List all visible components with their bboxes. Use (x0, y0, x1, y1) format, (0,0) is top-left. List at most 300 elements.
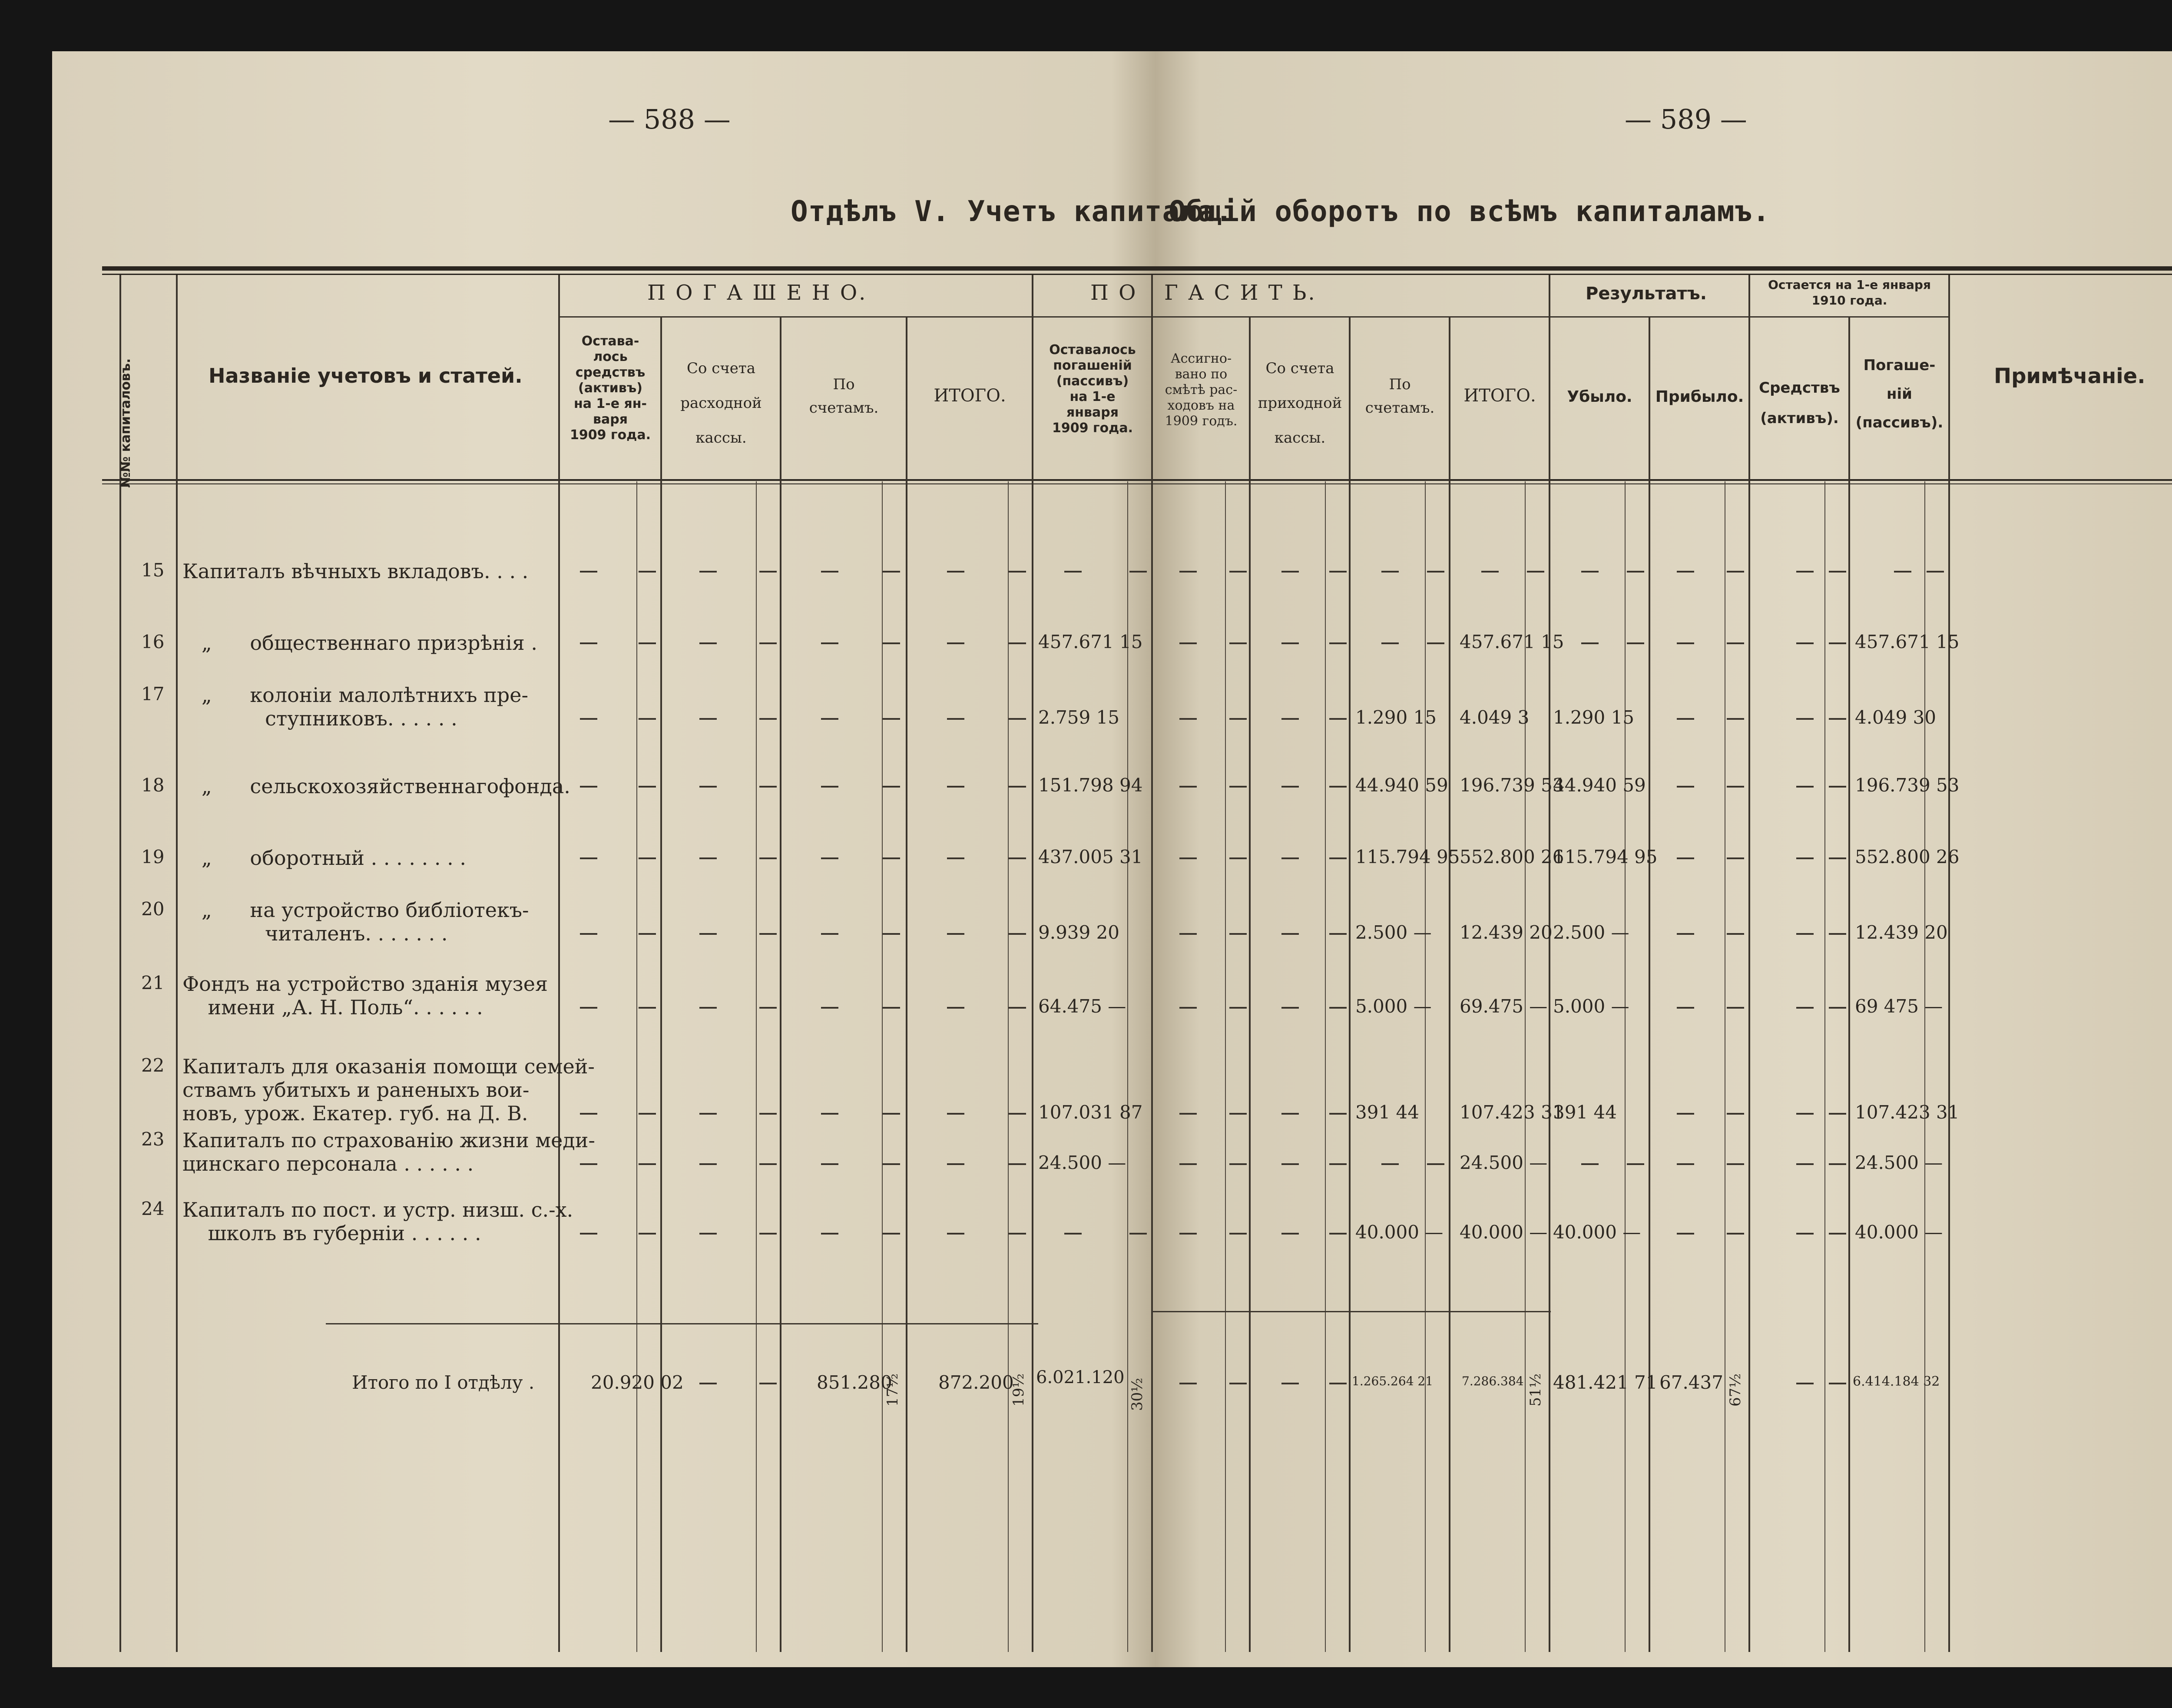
row-pogash: 4.049 30 (1855, 707, 1937, 728)
row-itogo2: 69.475 — (1460, 996, 1548, 1017)
dash (1179, 786, 1197, 788)
row-number: 21 (141, 972, 165, 993)
row-name: „ общественнаго призрѣнія . (182, 631, 537, 655)
row-ost-pog: 107.031 87 (1038, 1102, 1143, 1123)
dash (580, 1233, 597, 1235)
dash (759, 933, 777, 935)
dash (1677, 1007, 1694, 1009)
dash (699, 1007, 717, 1009)
dash (1796, 1233, 1814, 1235)
dash (759, 857, 777, 859)
dash (1581, 642, 1599, 644)
header-rule-thin (102, 483, 2172, 484)
dash (1677, 571, 1694, 573)
dash (821, 718, 838, 720)
dash (1064, 1233, 1082, 1235)
dash (1179, 1163, 1197, 1165)
dash (759, 1233, 777, 1235)
dash (580, 718, 597, 720)
col-line (1449, 316, 1450, 1652)
dash (1329, 642, 1347, 644)
dash (639, 718, 656, 720)
header-sredstv: Средствъ (активъ). (1759, 379, 1840, 427)
dash (1829, 571, 1846, 573)
row-pogash: 107.423 31 (1855, 1102, 1960, 1123)
col-line (1948, 275, 1950, 1652)
dash (1829, 786, 1846, 788)
dash (639, 1233, 656, 1235)
total-rule-right (1151, 1311, 1551, 1312)
row-pogash: 12.439 20 (1855, 922, 1948, 943)
dash (1229, 933, 1247, 935)
row-name: Капиталъ по страхованію жизни меди- цинскаго персонала . . . . . . (182, 1129, 595, 1175)
row-po-schetam2: 44.940 59 (1355, 775, 1448, 796)
dash (1129, 1233, 1147, 1235)
row-itogo2: 107.423 31 (1460, 1102, 1564, 1123)
dash (1229, 1233, 1247, 1235)
row-ost-pog: 2.759 15 (1038, 707, 1120, 728)
row-pogash: 69 475 — (1855, 996, 1943, 1017)
dash (1009, 933, 1026, 935)
dash (1677, 786, 1694, 788)
header-num: №№ капиталовъ. (118, 358, 133, 488)
dash (1796, 1383, 1814, 1384)
row-po-schetam2: 40.000 — (1355, 1221, 1444, 1243)
dash (759, 718, 777, 720)
dash (1009, 718, 1026, 720)
dash (580, 933, 597, 935)
header-itogo: ИТОГО. (934, 386, 1006, 406)
dash (1829, 1007, 1846, 1009)
dash (1829, 857, 1846, 859)
dash (883, 1233, 900, 1235)
dash (1281, 857, 1299, 859)
dash (580, 857, 597, 859)
header-pogasheniy: Погаше- ній (пассивъ). (1855, 357, 1944, 431)
dash (947, 718, 964, 720)
dash (1527, 571, 1544, 573)
header-itogo2: ИТОГО. (1463, 386, 1536, 406)
dash (1009, 571, 1026, 573)
dash (947, 1007, 964, 1009)
dash (639, 571, 656, 573)
dash (1829, 1113, 1846, 1115)
header-po-schetam2: По счетамъ. (1365, 376, 1435, 417)
dash (1179, 571, 1197, 573)
dash (1727, 1007, 1744, 1009)
dash (1179, 1233, 1197, 1235)
dash (1829, 718, 1846, 720)
dash (1677, 857, 1694, 859)
row-pogash: 196.739 53 (1855, 775, 1960, 796)
row-ubylo: 391 44 (1553, 1102, 1617, 1123)
dash (883, 1113, 900, 1115)
col-line (1249, 316, 1251, 1652)
dash (580, 642, 597, 644)
dash (580, 1007, 597, 1009)
title-right: Общій оборотъ по всѣмъ капиталамъ. (1169, 195, 1771, 228)
dash (1179, 718, 1197, 720)
dash (759, 1113, 777, 1115)
dash (1329, 1007, 1347, 1009)
dash (580, 1113, 597, 1115)
dash (947, 786, 964, 788)
dash (759, 1163, 777, 1165)
row-number: 16 (141, 631, 165, 652)
header-so-scheta-rash: Со счета расходной кассы. (680, 360, 762, 447)
col-line (660, 316, 662, 1652)
dash (699, 933, 717, 935)
row-po-schetam2: 391 44 (1355, 1102, 1419, 1123)
total-itogo-frac: 19½ (1010, 1373, 1027, 1407)
dash (947, 1163, 964, 1165)
header-so-scheta-prih: Со счета приходной кассы. (1258, 360, 1342, 447)
dash (580, 1163, 597, 1165)
total-ost-pog-frac: 30½ (1129, 1377, 1146, 1411)
book-spread (52, 51, 2172, 1667)
dash (883, 642, 900, 644)
dash (1796, 857, 1814, 859)
row-number: 20 (141, 898, 165, 920)
dash (883, 857, 900, 859)
row-name: Капиталъ по пост. и устр. низш. с.-х. школъ въ губерніи . . . . . . (182, 1198, 573, 1245)
dash (1329, 571, 1347, 573)
dash (759, 1383, 777, 1384)
dash (1796, 718, 1814, 720)
dash (639, 857, 656, 859)
dash (1179, 1113, 1197, 1115)
dash (1727, 1233, 1744, 1235)
row-ubylo: 115.794 95 (1553, 846, 1658, 867)
dash (1329, 718, 1347, 720)
row-itogo2: 24.500 — (1460, 1152, 1548, 1173)
dash (1179, 1007, 1197, 1009)
dash (1829, 1383, 1846, 1384)
col-line (1649, 316, 1650, 1652)
col-line (1549, 275, 1550, 1652)
row-name: Капиталъ вѣчныхъ вкладовъ. . . . (182, 559, 529, 583)
row-pogash: 552.800 26 (1855, 846, 1960, 867)
dash (821, 786, 838, 788)
dash (1727, 1163, 1744, 1165)
dash (759, 1007, 777, 1009)
dash (1581, 1163, 1599, 1165)
row-itogo2: 196.739 53 (1460, 775, 1564, 796)
dash (1677, 642, 1694, 644)
row-ost-pog: 437.005 31 (1038, 846, 1143, 867)
dash (639, 642, 656, 644)
dash (1281, 1163, 1299, 1165)
dash (1229, 1007, 1247, 1009)
kop-line (1425, 481, 1426, 1652)
total-po-schetam-frac: 17½ (884, 1373, 901, 1407)
total-pribylo: 67.437 (1659, 1372, 1723, 1393)
dash (1329, 933, 1347, 935)
row-number: 24 (141, 1198, 165, 1219)
row-number: 22 (141, 1055, 165, 1076)
dash (759, 786, 777, 788)
dash (1927, 571, 1944, 573)
dash (639, 1163, 656, 1165)
kop-line (636, 481, 637, 1652)
row-ubylo: 5.000 — (1553, 996, 1629, 1017)
kop-line (1525, 481, 1526, 1652)
dash (821, 642, 838, 644)
dash (1796, 786, 1814, 788)
dash (639, 786, 656, 788)
dash (1727, 642, 1744, 644)
dash (1796, 642, 1814, 644)
dash (883, 571, 900, 573)
dash (1229, 718, 1247, 720)
dash (1581, 571, 1599, 573)
dash (1894, 571, 1911, 573)
header-pogasheno: П О Г А Ш Е Н О. (647, 281, 867, 305)
dash (639, 933, 656, 935)
title-left: Отдѣлъ V. Учетъ капитала. (791, 195, 1233, 228)
dash (580, 786, 597, 788)
col-line (176, 275, 178, 1652)
dash (947, 642, 964, 644)
col-line (1151, 275, 1153, 1652)
dash (699, 1383, 717, 1384)
row-name: Фондъ на устройство зданія музея имени „А. Н. Поль“. . . . . . (182, 972, 548, 1019)
dash (1179, 857, 1197, 859)
row-pogash: 24.500 — (1855, 1152, 1943, 1173)
header-ost-pogash: Оставалось погашеній (пассивъ) на 1-е января 1909 года. (1049, 342, 1136, 436)
dash (1627, 1163, 1644, 1165)
dash (1427, 571, 1444, 573)
dash (1796, 1007, 1814, 1009)
dash (821, 1113, 838, 1115)
kop-line (1924, 481, 1925, 1652)
dash (1229, 857, 1247, 859)
row-number: 15 (141, 559, 165, 581)
row-pogash: 457.671 15 (1855, 631, 1960, 652)
row-po-schetam2: 1.290 15 (1355, 707, 1437, 728)
dash (947, 1113, 964, 1115)
dash (1627, 571, 1644, 573)
total-itogo2: 7.286.384 (1462, 1374, 1524, 1388)
dash (1796, 571, 1814, 573)
col-line (1748, 275, 1750, 1652)
dash (699, 1113, 717, 1115)
row-name: „ оборотный . . . . . . . . (182, 846, 466, 870)
dash (1829, 933, 1846, 935)
row-ost-pog: 151.798 94 (1038, 775, 1143, 796)
top-rule-thin (102, 274, 2172, 275)
header-primechanie: Примѣчаніе. (1994, 364, 2146, 388)
dash (1329, 857, 1347, 859)
header-ost-sredstv: Остава- лось средствъ (активъ) на 1-е ян- варя 1909 года. (569, 334, 651, 443)
dash (1829, 1163, 1846, 1165)
header-rule (102, 479, 2172, 481)
col-line (1349, 316, 1351, 1652)
dash (821, 571, 838, 573)
row-name: Капиталъ для оказанія помощи семей- ствамъ убитыхъ и раненыхъ вои- новъ, урож. Екатер. губ. на Д. В. (182, 1055, 595, 1125)
header-pogasit-left: П О (1090, 281, 1138, 305)
row-ubylo: 44.940 59 (1553, 775, 1646, 796)
dash (639, 1113, 656, 1115)
total-ost-sredstv: 20.920 02 (591, 1372, 684, 1393)
kop-line (1824, 481, 1825, 1652)
page-number-left: — 588 — (608, 103, 731, 135)
dash (1727, 571, 1744, 573)
dash (1329, 1163, 1347, 1165)
total-itogo2-frac: 51½ (1527, 1373, 1544, 1407)
dash (1329, 1233, 1347, 1235)
row-ubylo: 1.290 15 (1553, 707, 1635, 728)
dash (821, 857, 838, 859)
dash (699, 786, 717, 788)
kop-line (1625, 481, 1626, 1652)
total-po-schetam: 851.280 (817, 1372, 892, 1393)
dash (1281, 1233, 1299, 1235)
dash (1677, 1233, 1694, 1235)
dash (639, 1007, 656, 1009)
row-ost-pog: 64.475 — (1038, 996, 1126, 1017)
dash (1281, 1007, 1299, 1009)
col-line (1032, 275, 1033, 1652)
dash (1229, 642, 1247, 644)
dash (1677, 1113, 1694, 1115)
dash (580, 571, 597, 573)
dash (883, 1007, 900, 1009)
kop-line (1127, 481, 1128, 1652)
dash (821, 1007, 838, 1009)
row-number: 19 (141, 846, 165, 867)
dash (1281, 718, 1299, 720)
row-number: 23 (141, 1129, 165, 1150)
dash (1064, 571, 1082, 573)
kop-line (1325, 481, 1326, 1652)
total-rule (326, 1323, 1038, 1324)
row-itogo2: 457.671 15 (1460, 631, 1564, 652)
dash (1179, 642, 1197, 644)
group-rule (558, 316, 1948, 318)
dash (883, 933, 900, 935)
dash (1281, 1383, 1299, 1384)
page-number-right: — 589 — (1625, 103, 1747, 135)
dash (1677, 718, 1694, 720)
dash (1009, 1233, 1026, 1235)
kop-line (882, 481, 883, 1652)
row-itogo2: 552.800 26 (1460, 846, 1564, 867)
header-po-schetam: По счетамъ. (809, 376, 879, 417)
dash (1009, 1007, 1026, 1009)
dash (1381, 642, 1399, 644)
total-ost-pog: 6.021.120 (1036, 1367, 1125, 1387)
dash (1727, 1113, 1744, 1115)
total-pogash: 6.414.184 32 (1853, 1374, 1940, 1389)
dash (699, 1233, 717, 1235)
row-ost-pog: 9.939 20 (1038, 922, 1120, 943)
dash (883, 1163, 900, 1165)
kop-line (1008, 481, 1009, 1652)
total-po-sch2: 1.265.264 21 (1352, 1374, 1434, 1388)
header-pogasit-right: Г А С И Т Ь. (1164, 281, 1317, 305)
dash (1229, 1113, 1247, 1115)
dash (1727, 786, 1744, 788)
dash (1281, 571, 1299, 573)
row-ubylo: 2.500 — (1553, 922, 1629, 943)
row-itogo2: 4.049 3 (1460, 707, 1530, 728)
dash (821, 1163, 838, 1165)
dash (1229, 1383, 1247, 1384)
total-ubylo: 481.421 71 (1553, 1372, 1658, 1393)
header-name: Названіе учетовъ и статей. (209, 364, 523, 387)
header-ostaetsya: Остается на 1-е января 1910 года. (1768, 278, 1931, 308)
dash (699, 857, 717, 859)
total-itogo: 872.200 (938, 1372, 1014, 1393)
dash (1727, 718, 1744, 720)
dash (1796, 1163, 1814, 1165)
total-label: Итого по I отдѣлу . (352, 1372, 535, 1393)
dash (1281, 1113, 1299, 1115)
row-itogo2: 12.439 20 (1460, 922, 1553, 943)
row-ubylo: 40.000 — (1553, 1221, 1641, 1243)
dash (1179, 933, 1197, 935)
dash (947, 857, 964, 859)
row-name: „ на устройство библіотекъ- читаленъ. . . . . . . (201, 898, 529, 945)
row-name: „ сельскохозяйственнагофонда. (182, 775, 570, 798)
col-line (906, 316, 907, 1652)
dash (1009, 642, 1026, 644)
dash (1627, 642, 1644, 644)
dash (1677, 1163, 1694, 1165)
row-number: 18 (141, 775, 165, 796)
dash (699, 642, 717, 644)
dash (1229, 786, 1247, 788)
dash (1329, 786, 1347, 788)
header-pribylo: Прибыло. (1655, 388, 1744, 406)
dash (1179, 1383, 1197, 1384)
dash (821, 1233, 838, 1235)
dash (1329, 1113, 1347, 1115)
dash (1129, 571, 1147, 573)
dash (1281, 786, 1299, 788)
dash (1381, 571, 1399, 573)
dash (1677, 933, 1694, 935)
row-name: „ колоніи малолѣтнихъ пре- ступниковъ. . . . . . (201, 683, 528, 730)
row-po-schetam2: 2.500 — (1355, 922, 1432, 943)
dash (947, 1233, 964, 1235)
dash (1281, 933, 1299, 935)
row-itogo2: 40.000 — (1460, 1221, 1548, 1243)
dash (1229, 571, 1247, 573)
dash (1381, 1163, 1399, 1165)
row-po-schetam2: 115.794 95 (1355, 846, 1460, 867)
dash (1281, 642, 1299, 644)
dash (1427, 1163, 1444, 1165)
dash (759, 642, 777, 644)
dash (947, 933, 964, 935)
dash (1009, 857, 1026, 859)
header-ubylo: Убыло. (1567, 388, 1632, 406)
header-rezultat: Результатъ. (1586, 284, 1707, 304)
row-po-schetam2: 5.000 — (1355, 996, 1432, 1017)
row-ost-pog: 457.671 15 (1038, 631, 1143, 652)
col-line (1848, 316, 1850, 1652)
dash (699, 1163, 717, 1165)
dash (821, 933, 838, 935)
dash (1427, 642, 1444, 644)
dash (1727, 933, 1744, 935)
dash (883, 718, 900, 720)
total-pribylo-frac: 67½ (1727, 1373, 1744, 1407)
dash (1481, 571, 1499, 573)
dash (1229, 1163, 1247, 1165)
